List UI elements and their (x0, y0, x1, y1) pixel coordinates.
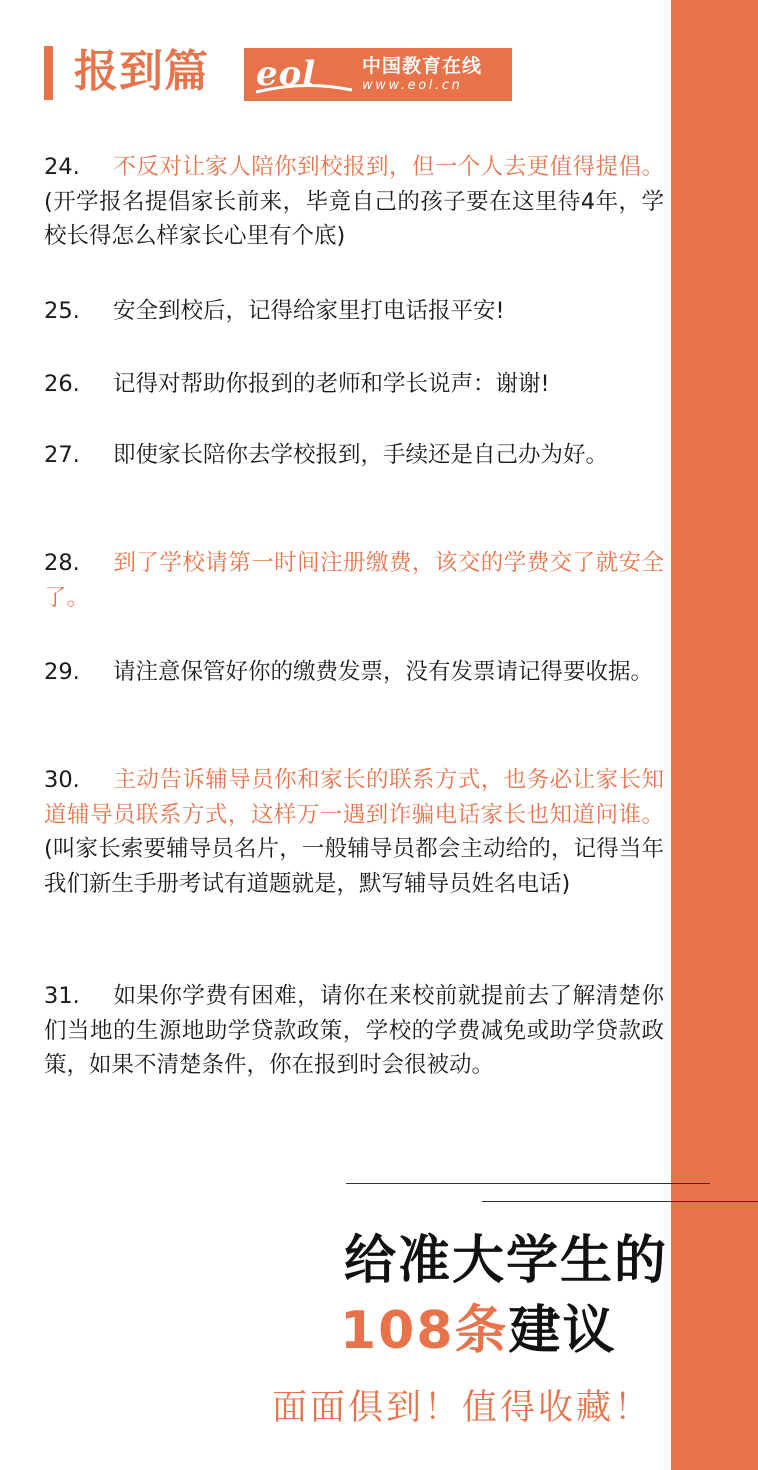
tip-number: 29. (44, 659, 80, 685)
tip-item-26 (44, 367, 664, 402)
logo-swoosh-icon (254, 82, 354, 96)
tip-item-24 (44, 150, 664, 254)
tip-highlight: 主动告诉辅导员你和家长的联系方式，也务必让家长知道辅导员联系方式，这样万一遇到诈骗电话家长也知道问谁。 (44, 767, 664, 828)
tip-item-27 (44, 438, 664, 473)
tip-highlight: 到了学校请第一时间注册缴费，该交的学费交了就安全了。 (44, 550, 664, 611)
tip-item-28 (44, 546, 664, 615)
tip-text: (叫家长索要辅导员名片，一般辅导员都会主动给的，记得当年我们新生手册考试有道题就是，默写辅导员姓名电话) (44, 836, 664, 897)
tip-item-25 (44, 294, 664, 329)
footer-divider (482, 1201, 758, 1202)
tip-number: 25. (44, 298, 80, 324)
tip-number: 31. (44, 983, 80, 1009)
tip-text: 如果你学费有困难，请你在来校前就提前去了解清楚你们当地的生源地助学贷款政策，学校的学费减免或助学贷款政策，如果不清楚条件，你在报到时会很被动。 (44, 983, 664, 1078)
eol-logo (244, 48, 512, 101)
tip-number: 24. (44, 154, 80, 180)
tip-item-29 (44, 655, 664, 690)
tip-item-31 (44, 979, 664, 1083)
section-title: 报到篇 (74, 46, 209, 97)
tip-text: 记得对帮助你报到的老师和学长说声：谢谢! (113, 371, 550, 397)
eol-logo-name: 中国教育在线 (362, 55, 483, 77)
tip-number: 28. (44, 550, 80, 576)
tip-number: 26. (44, 371, 80, 397)
tip-number: 30. (44, 767, 80, 793)
tip-text: 请注意保管好你的缴费发票，没有发票请记得要收据。 (113, 659, 654, 685)
right-accent-band (671, 0, 758, 1470)
footer-title: 给准大学生的 (344, 1231, 669, 1291)
tip-highlight: 不反对让家人陪你到校报到，但一个人去更值得提倡。 (113, 154, 664, 180)
header-accent-bar (44, 46, 53, 100)
tip-text: (开学报名提倡家长前来，毕竟自己的孩子要在这里待4年，学校长得怎么样家长心里有个底) (44, 188, 664, 249)
footer-subtitle: 面面俱到！值得收藏！ (272, 1388, 653, 1428)
tip-item-30 (44, 763, 664, 901)
eol-logo-mark: eol (256, 54, 317, 94)
footer-divider (346, 1183, 710, 1184)
tip-number: 27. (44, 442, 80, 468)
eol-logo-url: www.eol.cn (362, 78, 463, 93)
footer-title-rest: 建议 (508, 1301, 617, 1361)
tip-text: 即使家长陪你去学校报到，手续还是自己办为好。 (113, 442, 609, 468)
footer-title-line2 (340, 1298, 617, 1364)
tip-text: 安全到校后，记得给家里打电话报平安! (113, 298, 505, 324)
footer-title-count: 108条 (340, 1301, 509, 1361)
